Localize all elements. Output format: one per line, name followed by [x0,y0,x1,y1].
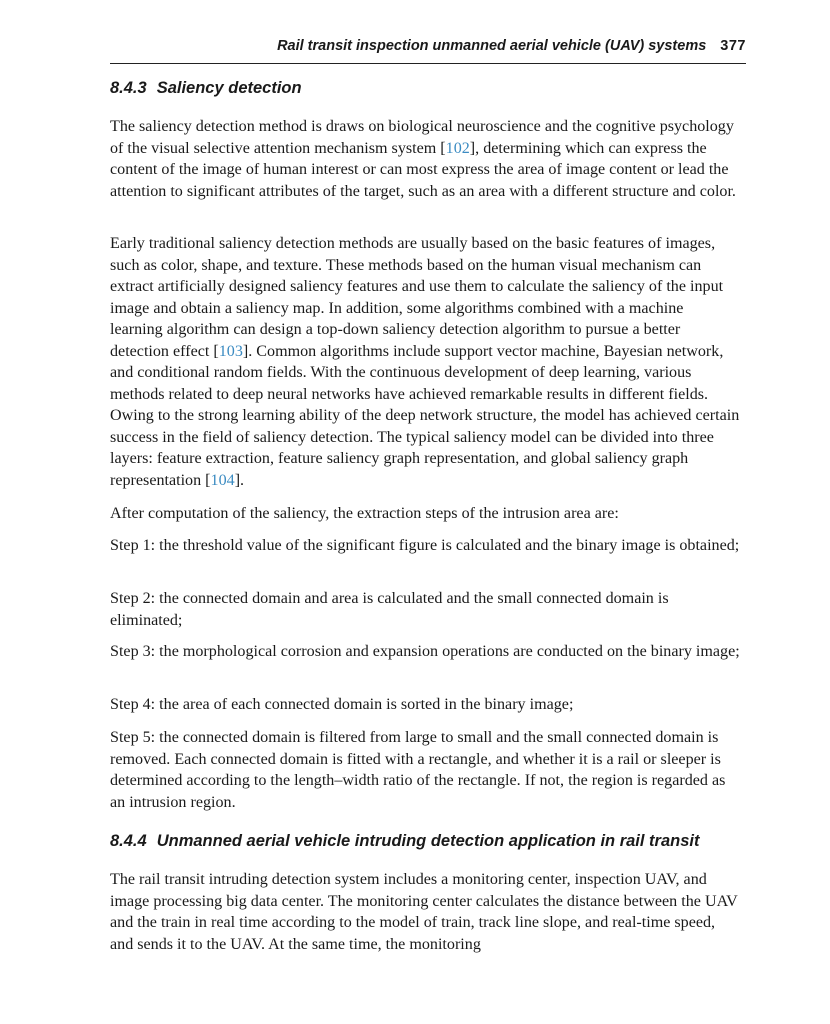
step-text: Step 4: the area of each connected domain is sorted in the binary image; [110,696,574,713]
section-heading-8-4-3 [110,79,302,98]
running-head-title: Rail transit inspection unmanned aerial vehicle (UAV) systems [277,38,707,54]
citation-link[interactable]: 103 [218,342,243,360]
paragraph-text: Early traditional saliency detection methods are usually based on the basic features of images, such as color, shape, and texture. These methods based on the human visual mechanism can extract artificially designed saliency features and use them to calculate the saliency of the input image and obtain a saliency map. In addition, some algorithms combined with a machine learning algorithm can design a top-down saliency detection algorithm to pursue a better detection effect [ [110,235,724,360]
step-text: Step 1: the threshold value of the significant figure is calculated and the binary image is obtained; [110,537,740,554]
step-1 [110,535,740,557]
step-3 [110,641,740,663]
section-title: Saliency detection [156,79,302,97]
section-number: 8.4.4 [110,832,147,850]
step-text: Step 3: the morphological corrosion and expansion operations are conducted on the binary image; [110,643,740,660]
paragraph-3 [110,503,740,525]
step-text: Step 5: the connected domain is filtered from large to small and the small connected domain is removed. Each connected domain is fitted with a rectangle, and whether it is a rail or sleeper is determined according to the length–width ratio of the rectangle. If not, the region is regarded as an intrusion region. [110,729,726,811]
paragraph-text: ]. Common algorithms include support vector machine, Bayesian network, and conditional random fields. With the continuous development of deep learning, various methods related to deep neural networks have achieved remarkable results in different fields. Owing to the strong learning ability of the deep network structure, the model has achieved certain success in the field of saliency detection. The typical saliency model can be divided into three layers: feature extraction, feature saliency graph representation, and global saliency graph representation [ [110,342,740,489]
paragraph-2 [110,233,740,491]
page-number: 377 [720,38,746,54]
citation-link[interactable]: 104 [210,471,235,489]
step-2 [110,588,740,631]
paragraph-text: ], determining which can express the content of the image of human interest or can most express the area of image content or lead the attention to significant attributes of the target, such as an area with a different structure and color. [110,139,736,200]
section-number: 8.4.3 [110,79,147,97]
running-head [110,38,746,54]
paragraph-text: After computation of the saliency, the extraction steps of the intrusion area are: [110,505,619,522]
section-heading-8-4-4 [110,832,699,851]
paragraph-1 [110,116,740,202]
paragraph-text: The rail transit intruding detection system includes a monitoring center, inspection UAV, and image processing big data center. The monitoring center calculates the distance between the UAV and the train in real time according to the model of train, track line slope, and real-time speed, and sends it to the UAV. At the same time, the monitoring [110,871,738,953]
header-rule [110,63,746,64]
paragraph-text: The saliency detection method is draws on biological neuroscience and the cognitive psychology of the visual selective attention mechanism system [ [110,118,734,157]
page [110,0,746,1024]
step-4 [110,694,740,716]
paragraph-4 [110,869,740,955]
citation-link[interactable]: 102 [445,139,470,157]
step-text: Step 2: the connected domain and area is calculated and the small connected domain is eliminated; [110,590,669,629]
section-title: Unmanned aerial vehicle intruding detection application in rail transit [156,832,700,850]
step-5 [110,727,740,813]
paragraph-text: ]. [234,471,245,489]
